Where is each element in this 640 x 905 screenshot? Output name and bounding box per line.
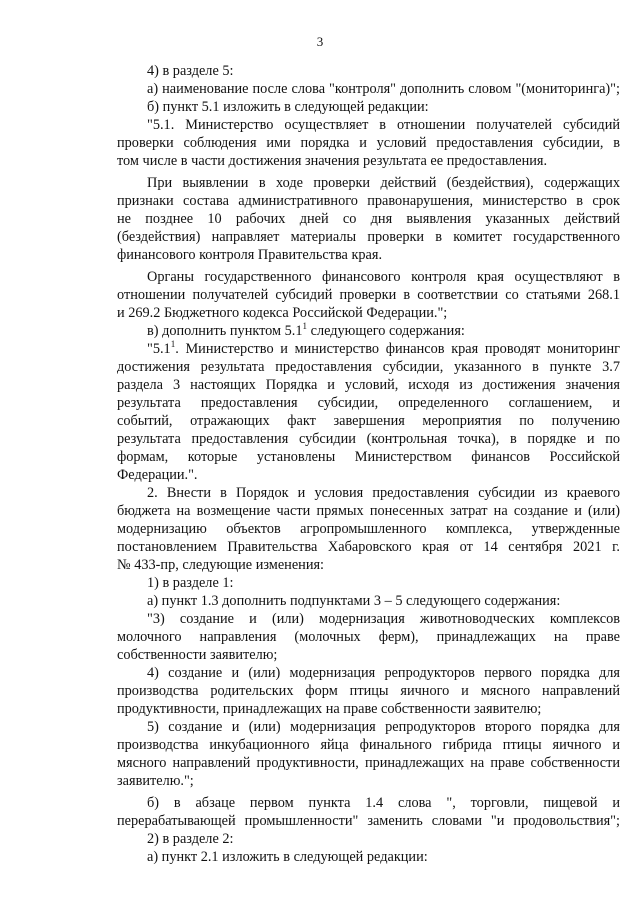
text-line-content: собственности заявителю; <box>117 647 278 663</box>
text-line <box>117 736 620 754</box>
text-line <box>117 268 620 286</box>
text-line-content: "5.1. Министерство осуществляет в отношении получателей субсидий <box>147 117 620 133</box>
text-line <box>117 610 620 628</box>
text-line <box>117 358 620 376</box>
text-line-content: 2) в разделе 2: <box>147 831 234 847</box>
text-line <box>117 682 620 700</box>
text-line-content: отношении получателей субсидий проверки в соответствии со статьями 268.1 <box>117 287 620 303</box>
text-line <box>117 192 620 210</box>
text-line-content: событий, отражающих факт завершения мероприятия по получению <box>117 413 620 429</box>
text-line <box>117 556 620 574</box>
text-line <box>117 116 620 134</box>
text-line-content: При выявлении в ходе проверки действий (бездействия), содержащих <box>147 175 620 191</box>
text-line-content: перерабатывающей промышленности" заменить словами "и продовольствия"; <box>117 813 620 829</box>
text-line-content: в) дополнить пунктом 5.1 <box>147 323 303 339</box>
text-line <box>117 62 620 80</box>
text-line-content: 2. Внести в Порядок и условия предоставления субсидии из краевого <box>147 485 620 501</box>
text-line <box>117 794 620 812</box>
text-line <box>117 466 620 484</box>
superscript: 1 <box>302 321 308 332</box>
text-line-content: б) в абзаце первом пункта 1.4 слова ", торговли, пищевой и <box>147 795 620 811</box>
text-line <box>117 304 620 322</box>
text-line <box>117 628 620 646</box>
text-line <box>117 152 620 170</box>
text-line <box>117 412 620 430</box>
text-line <box>117 484 620 502</box>
text-line <box>117 754 620 772</box>
text-line-content: молочного направления (молочных ферм), принадлежащих на праве <box>117 629 620 645</box>
text-line <box>117 376 620 394</box>
text-line <box>117 830 620 848</box>
text-line <box>117 538 620 556</box>
text-line-content: 1) в разделе 1: <box>147 575 234 591</box>
text-line-content: а) наименование после слова "контроля" дополнить словом "(мониторинга)"; <box>147 81 620 97</box>
text-line-content: результата предоставления субсидии (контрольная точка), в порядке и по <box>117 431 620 447</box>
text-line <box>117 448 620 466</box>
text-line <box>117 812 620 830</box>
text-line <box>117 174 620 192</box>
text-line <box>117 848 620 866</box>
text-line <box>117 592 620 610</box>
text-line <box>117 394 620 412</box>
text-line-content: мясного направлений продуктивности, принадлежащих на праве собственности <box>117 755 620 771</box>
text-line <box>117 646 620 664</box>
text-line-content: . Министерство и министерство финансов края проводят мониторинг <box>175 341 620 357</box>
text-line <box>117 502 620 520</box>
text-line-content: результата предоставления субсидии, определенного соглашением, и <box>117 395 620 411</box>
text-line-content: 4) в разделе 5: <box>147 63 234 79</box>
text-line-content: признаки состава административного правонарушения, министерство в срок <box>117 193 620 209</box>
text-line-content: следующего содержания: <box>307 323 465 339</box>
text-line-content: Органы государственного финансового контроля края осуществляют в <box>147 269 620 285</box>
text-line <box>117 228 620 246</box>
text-line-content: формам, которые установлены Министерством финансов Российской <box>117 449 620 465</box>
text-line-content: б) пункт 5.1 изложить в следующей редакции: <box>147 99 429 115</box>
text-line-content: продуктивности, принадлежащих на праве собственности заявителю; <box>117 701 542 717</box>
text-line <box>117 322 620 340</box>
text-line-content: (бездействия) направляет материалы проверки в комитет государственного <box>117 229 620 245</box>
text-line <box>117 772 620 790</box>
text-line-content: а) пункт 1.3 дополнить подпунктами 3 – 5 следующего содержания: <box>147 593 561 609</box>
text-line <box>117 574 620 592</box>
text-line <box>117 80 620 98</box>
text-line <box>117 520 620 538</box>
text-line-content: "3) создание и (или) модернизация животноводческих комплексов <box>147 611 620 627</box>
text-line-content: производства родительских форм птицы яичного и мясного направлений <box>117 683 620 699</box>
text-line-content: 5) создание и (или) модернизация репродукторов второго порядка для <box>147 719 620 735</box>
text-line <box>117 98 620 116</box>
text-line <box>117 210 620 228</box>
text-line-content: финансового контроля Правительства края. <box>117 247 383 263</box>
text-line <box>117 430 620 448</box>
text-line-content: Федерации.". <box>117 467 198 483</box>
text-line-content: № 433-пр, следующие изменения: <box>117 557 325 573</box>
text-line <box>117 134 620 152</box>
text-line <box>117 700 620 718</box>
text-line-content: заявителю."; <box>117 773 194 789</box>
text-line-content: а) пункт 2.1 изложить в следующей редакции: <box>147 849 428 865</box>
text-line-content: том числе в части достижения значения результата ее предоставления. <box>117 153 548 169</box>
text-line <box>117 718 620 736</box>
text-line <box>117 246 620 264</box>
superscript: 1 <box>170 339 176 350</box>
text-line-content: и 269.2 Бюджетного кодекса Российской Федерации."; <box>117 305 448 321</box>
text-line-content: раздела 3 настоящих Порядка и условий, исходя из достижения значения <box>117 377 620 393</box>
text-line <box>117 664 620 682</box>
text-line-content: модернизацию объектов агропромышленного комплекса, утвержденные <box>117 521 620 537</box>
text-line-content: достижения результата предоставления субсидии, указанного в пункте 3.7 <box>117 359 620 375</box>
document-body <box>117 62 620 866</box>
text-line-content: бюджета на возмещение части прямых понесенных затрат на создание и (или) <box>117 503 620 519</box>
text-line-content: не позднее 10 рабочих дней со дня выявления указанных действий <box>117 211 620 227</box>
text-line-content: постановлением Правительства Хабаровского края от 14 сентября 2021 г. <box>117 539 620 555</box>
text-line <box>117 286 620 304</box>
text-line-content: проверки соблюдения ими порядка и условий предоставления субсидии, в <box>117 135 620 151</box>
text-line-content: производства инкубационного яйца финального гибрида птицы яичного и <box>117 737 620 753</box>
text-line <box>117 340 620 358</box>
text-line-content: "5.1 <box>147 341 171 357</box>
page-number: 3 <box>316 34 324 49</box>
text-line-content: 4) создание и (или) модернизация репродукторов первого порядка для <box>147 665 620 681</box>
